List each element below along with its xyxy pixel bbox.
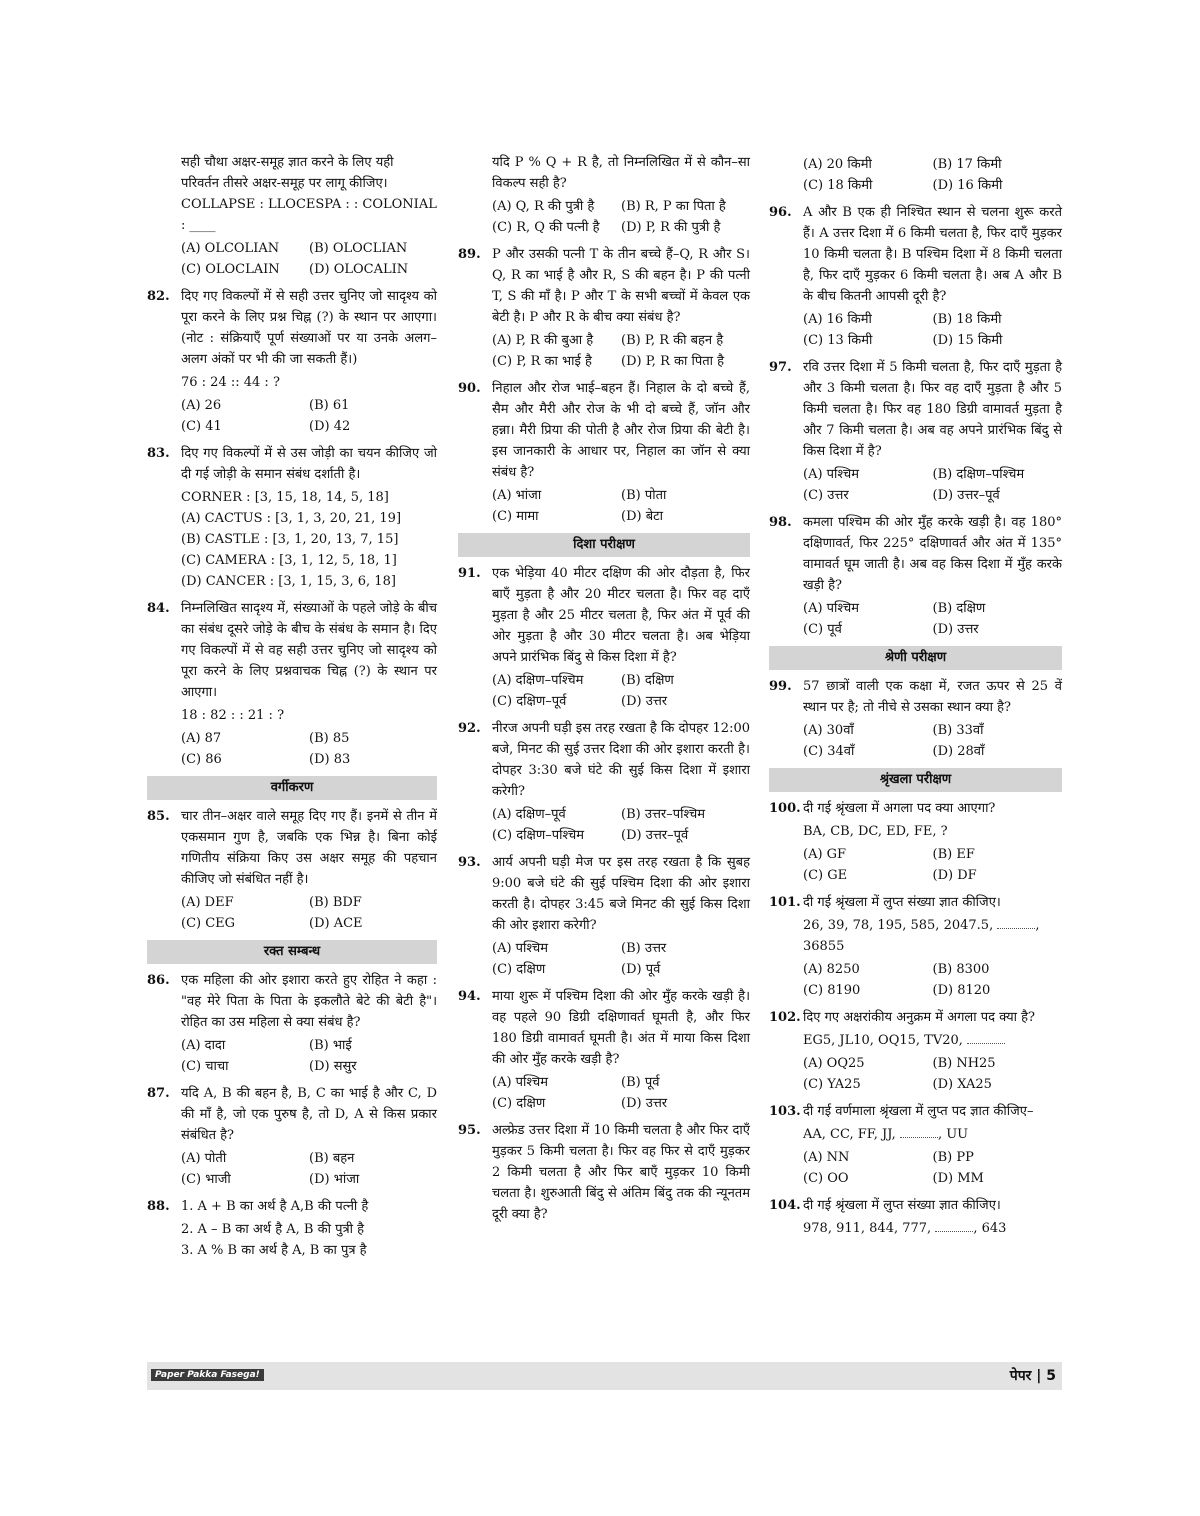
series-text: , UU [937,1127,969,1142]
question-page [147,152,1062,1352]
question-102 [769,1007,1062,1028]
option[interactable]: (B) दक्षिण–पश्चिम [932,467,1025,482]
question-text: नीरज अपनी घड़ी इस तरह रखता है कि दोपहर 12:00 बजे, मिनट की सुई उत्तर दिशा की ओर इशारा करती है। दोपहर 3:30 बजे घंटे की सुई किस दिशा में इशारा करेगी? [492,721,750,799]
option[interactable]: (B) भाई [309,1038,352,1053]
series-text: EG5, JL10, OQ15, TV20, [803,1033,963,1048]
option[interactable]: (D) CANCER : [3, 1, 15, 3, 6, 18] [181,574,396,589]
question-100 [769,798,1062,819]
options [803,309,1062,351]
column-1 [147,152,437,1261]
option[interactable]: (D) उत्तर [932,622,979,637]
option[interactable]: (B) बहन [309,1151,355,1166]
options [803,1053,1062,1095]
question-number: 83. [147,446,170,461]
option[interactable]: (A) DEF [181,895,234,910]
question-86 [147,970,437,1033]
options [492,330,750,372]
intro-text: सही चौथा अक्षर-समूह ज्ञात करने के लिए यही [181,155,394,170]
option[interactable]: (D) ACE [309,916,363,931]
question-text: यदि A, B की बहन है, B, C का भाई है और C, D की माँ है, जो एक पुरुष है, तो D, A से किस प्रकार संबंधित है? [181,1086,437,1143]
question-line: 76 : 24 :: 44 : ? [181,375,280,390]
series-text: 978, 911, 844, 777, [803,1221,932,1236]
question-text: निम्नलिखित सादृश्य में, संख्याओं के पहले जोड़े के बीच का संबंध दूसरे जोड़े के बीच के संबंध के समान है। दिए गए विकल्पों में से वह सही उत्तर चुनिए जो सादृश्य को पूरा करने के लिए प्रश्नवाचक चिह्न (?) के स्थान पर आएगा। [181,601,437,700]
option[interactable]: (B) EF [932,847,975,862]
column-3 [769,152,1062,1239]
option[interactable]: (C) R, Q की पत्नी है [492,220,600,235]
option[interactable]: (B) 61 [309,398,350,413]
question-number: 85. [147,809,170,824]
question-103 [769,1101,1062,1122]
option[interactable]: (C) CEG [181,916,236,931]
question-number: 86. [147,973,170,988]
option[interactable]: (D) बेटा [621,509,664,524]
option[interactable]: (B) BDF [309,895,362,910]
question-line: 3. A % B का अर्थ है A, B का पुत्र है [181,1243,367,1258]
question-number: 91. [458,566,481,581]
options [492,196,750,238]
option[interactable]: (D) उत्तर–पूर्व [932,488,1000,503]
options [803,720,1062,762]
page-footer [147,1362,1062,1390]
intro-text: COLLAPSE : LLOCESPA : : COLONIAL [181,197,437,212]
option[interactable]: (D) पूर्व [621,962,661,977]
option[interactable]: (C) उत्तर [803,488,849,503]
option[interactable]: (A) 8250 [803,962,860,977]
option[interactable]: (C) P, R का भाई है [492,354,592,369]
option[interactable]: (C) दक्षिण–पश्चिम [492,828,585,843]
option[interactable]: (B) 85 [309,731,350,746]
options [803,959,1062,1001]
option[interactable]: (A) भांजा [492,488,542,503]
option[interactable]: (A) पश्चिम [492,941,548,956]
options [492,1072,750,1114]
question-text: दी गई श्रृंखला में लुप्त संख्या ज्ञात कीजिए। [803,1198,1001,1213]
question-88 [147,1196,437,1217]
option[interactable]: (A) CACTUS : [3, 1, 3, 20, 21, 19] [181,511,402,526]
question-number: 99. [769,679,792,694]
option[interactable]: (B) PP [932,1150,974,1165]
question-number: 88. [147,1199,170,1214]
option[interactable]: (A) 30वाँ [803,723,854,738]
question-98 [769,512,1062,596]
question-text: दिए गए अक्षरांकीय अनुक्रम में अगला पद क्या है? [803,1010,1035,1025]
option[interactable]: (A) 20 किमी [803,157,872,172]
brand-logo: Paper Pakka Fasega! [151,1369,264,1381]
option[interactable]: (D) ससुर [309,1059,357,1074]
option[interactable]: (D) 16 किमी [932,178,1003,193]
question-104 [769,1195,1062,1216]
option[interactable]: (D) उत्तर [621,694,668,709]
options [803,598,1062,640]
option[interactable]: (C) दक्षिण [492,1096,546,1111]
option[interactable]: (C) दक्षिण [492,962,546,977]
option[interactable]: (D) 8120 [932,983,991,998]
options [492,485,750,527]
option[interactable]: (B) उत्तर–पश्चिम [621,807,706,822]
option[interactable]: (D) भांजा [309,1172,360,1187]
option[interactable]: (B) OLOCLIAN [309,241,408,256]
question-number: 87. [147,1086,170,1101]
question-87 [147,1083,437,1146]
options [492,938,750,980]
option[interactable]: (B) P, R की बहन है [621,333,724,348]
question-85 [147,806,437,890]
option[interactable]: (B) दक्षिण [621,673,674,688]
question-line [803,1218,1062,1239]
section-heading: रक्त सम्बन्ध [147,940,437,964]
option[interactable]: (D) DF [932,868,977,883]
option[interactable]: (D) XA25 [932,1077,992,1092]
question-number: 97. [769,360,792,375]
option[interactable]: (C) OLOCLAIN [181,262,280,277]
series-text: 26, 39, 78, 195, 585, 2047.5, [803,918,994,933]
blank-field [997,916,1035,929]
question-89 [458,244,750,328]
option[interactable]: (B) NH25 [932,1056,996,1071]
option[interactable]: (A) पश्चिम [492,1075,548,1090]
option[interactable]: (C) चाचा [181,1059,229,1074]
question-text: आर्य अपनी घड़ी मेज पर इस तरह रखता है कि सुबह 9:00 बजे घंटे की सुई पश्चिम दिशा की ओर इशारा करती है। दोपहर 3:45 बजे मिनट की सुई किस दिशा की ओर इशारा करेगी? [492,855,750,933]
question-number: 84. [147,601,170,616]
option[interactable]: (B) 8300 [932,962,990,977]
column-2 [458,152,750,1227]
intro-text: : ____ [181,218,216,233]
option[interactable]: (D) P, R का पिता है [621,354,725,369]
question-text: दिए गए विकल्पों में से सही उत्तर चुनिए जो सादृश्य को पूरा करने के लिए प्रश्न चिह्न (?) के स्थान पर आएगा। (नोट : संक्रियाएँ पूर्ण संख्याओं पर या उनके अलग–अलग अंकों पर भी की जा सकती हैं।) [181,289,437,367]
question-text: 57 छात्रों वाली एक कक्षा में, रजत ऊपर से 25 वें स्थान पर है; तो नीचे से उसका स्थान क्या है? [803,679,1062,715]
option[interactable]: (C) दक्षिण–पूर्व [492,694,567,709]
question-line: 36855 [803,939,845,954]
question-101 [769,892,1062,913]
option[interactable]: (D) 28वाँ [932,744,985,759]
question-number: 95. [458,1123,481,1138]
question-number: 90. [458,381,481,396]
option[interactable]: (D) 83 [309,752,351,767]
intro-text: परिवर्तन तीसरे अक्षर-समूह पर लागू कीजिए। [181,176,388,191]
question-text: दी गई श्रृंखला में लुप्त संख्या ज्ञात कीजिए। [803,895,1001,910]
question-text: माया शुरू में पश्चिम दिशा की ओर मुँह करके खड़ी है। वह पहले 90 डिग्री दक्षिणावर्त घूमती है, और फिर 180 डिग्री वामावर्त घूमती है। अंत में माया किस दिशा की ओर मुँह करके खड़ी है? [492,989,750,1067]
options [803,1147,1062,1189]
question-number: 89. [458,247,481,262]
question-line: 2. A – B का अर्थ है A, B की पुत्री है [181,1222,365,1237]
question-number: 102. [769,1010,801,1025]
option[interactable]: (D) OLOCALIN [309,262,409,277]
option[interactable]: (B) CASTLE : [3, 1, 20, 13, 7, 15] [181,532,399,547]
option[interactable]: (B) 18 किमी [932,312,1002,327]
question-94 [458,986,750,1070]
question-line: CORNER : [3, 15, 18, 14, 5, 18] [181,490,389,505]
question-number: 100. [769,801,801,816]
question-text: कमला पश्चिम की ओर मुँह करके खड़ी है। वह 180° दक्षिणावर्त, फिर 225° दक्षिणावर्त और अंत में 135° वामावर्त घूम जाती है। अब वह किस दिशा में मुँह करके खड़ी है? [803,515,1062,593]
options [803,844,1062,886]
option[interactable]: (A) Q, R की पुत्री है [492,199,595,214]
option[interactable]: (A) OLCOLIAN [181,241,280,256]
question-number: 101. [769,895,801,910]
option[interactable]: (A) दक्षिण–पूर्व [492,807,566,822]
question-line: 18 : 82 : : 21 : ? [181,708,285,723]
option[interactable]: (A) पश्चिम [803,467,859,482]
option[interactable]: (C) 34वाँ [803,744,855,759]
series-text: AA, CC, FF, JJ, [803,1127,896,1142]
question-84 [147,598,437,703]
question-92 [458,718,750,802]
option[interactable]: (C) 86 [181,752,222,767]
option[interactable]: (D) 15 किमी [932,333,1003,348]
blank-field [900,1125,938,1138]
options [803,154,1062,196]
option[interactable]: (D) 42 [309,419,351,434]
option[interactable]: (A) दक्षिण–पश्चिम [492,673,584,688]
option[interactable]: (C) CAMERA : [3, 1, 12, 5, 18, 1] [181,553,397,568]
question-text: A और B एक ही निश्चित स्थान से चलना शुरू करते हैं। A उत्तर दिशा में 6 किमी चलता है, फिर दाएँ मुड़कर 10 किमी चलता है। B पश्चिम दिशा में 8 किमी चलता है, फिर दाएँ मुड़कर 6 किमी चलता है। अब A और B के बीच कितनी आपसी दूरी है? [803,205,1062,304]
question-text: P और उसकी पत्नी T के तीन बच्चे हैं–Q, R और S। Q, R का भाई है और R, S की बहन है। P की पत्नी T, S की माँ है। P और T के सभी बच्चों में केवल एक बेटी है। P और R के बीच क्या संबंध है? [492,247,750,325]
question-number: 94. [458,989,481,1004]
option[interactable]: (C) 18 किमी [803,178,873,193]
question-91 [458,563,750,668]
options [181,1035,437,1077]
option[interactable]: (C) 41 [181,419,222,434]
blank-field [935,1219,973,1232]
question-line [803,915,1062,936]
question-95 [458,1120,750,1225]
question-82 [147,286,437,370]
options [492,670,750,712]
option[interactable]: (A) OQ25 [803,1056,865,1071]
options [181,728,437,770]
options [803,464,1062,506]
question-number: 104. [769,1198,801,1213]
option[interactable]: (A) 16 किमी [803,312,872,327]
option[interactable]: (C) मामा [492,509,539,524]
question-text: एक भेड़िया 40 मीटर दक्षिण की ओर दौड़ता है, फिर बाएँ मुड़ता है और 20 मीटर चलता है। फिर वह दाएँ मुड़ता है और 25 मीटर चलता है, फिर अंत में पूर्व की ओर मुड़ता है और 30 मीटर चलता है। अब भेड़िया अपने प्रारंभिक बिंदु से किस दिशा में है? [492,566,750,665]
option[interactable]: (C) YA25 [803,1077,861,1092]
question-number: 82. [147,289,170,304]
question-text: निहाल और रोज भाई–बहन हैं। निहाल के दो बच्चे हैं, सैम और मैरी और रोज के भी दो बच्चे हैं, जॉन और हन्ना। मैरी प्रिया की पोती है और रोज प्रिया की बेटी है। इस जानकारी के आधार पर, निहाल का जॉन से क्या संबंध है? [492,381,750,480]
question-text: रवि उत्तर दिशा में 5 किमी चलता है, फिर दाएँ मुड़ता है और 3 किमी चलता है। फिर वह दाएँ मुड़ता है और 5 किमी चलता है। फिर वह 180 डिग्री वामावर्त मुड़ता है और 7 किमी चलता है। अब वह अपने प्रारंभिक बिंदु से किस दिशा में है? [803,360,1062,459]
question-number: 93. [458,855,481,870]
option[interactable]: (D) उत्तर [621,1096,668,1111]
question-number: 103. [769,1104,801,1119]
series-text: , [1035,918,1040,933]
option[interactable]: (D) उत्तर–पूर्व [621,828,689,843]
question-number: 96. [769,205,792,220]
section-heading: वर्गीकरण [147,776,437,800]
blank-field [967,1031,1005,1044]
option[interactable]: (C) GE [803,868,848,883]
question-text: यदि P % Q + R है, तो निम्नलिखित में से कौन–सा विकल्प सही है? [492,155,750,191]
question-text: अल्फ्रेड उत्तर दिशा में 10 किमी चलता है और फिर दाएँ मुड़कर 5 किमी चलता है। फिर वह फिर से दाएँ मुड़कर 2 किमी चलता है और फिर बाएँ मुड़कर 10 किमी चलता है। शुरुआती बिंदु से अंतिम बिंदु तक की न्यूनतम दूरी क्या है? [492,1123,750,1222]
option[interactable]: (B) दक्षिण [932,601,986,616]
question-line: BA, CB, DC, ED, FE, ? [803,824,948,839]
question-text: दी गई वर्णमाला श्रृंखला में लुप्त पद ज्ञात कीजिए– [803,1104,1034,1119]
option[interactable]: (C) 8190 [803,983,861,998]
option[interactable]: (A) पोती [181,1151,227,1166]
question-line [803,1030,1062,1051]
page-number: पेपर | 5 [1009,1368,1056,1384]
option[interactable]: (C) पूर्व [803,622,842,637]
options [181,395,437,437]
option[interactable]: (B) पूर्व [621,1075,660,1090]
options [492,804,750,846]
section-heading: दिशा परीक्षण [458,533,750,557]
option[interactable]: (A) GF [803,847,847,862]
question-96 [769,202,1062,307]
question-text: दी गई श्रृंखला में अगला पद क्या आएगा? [803,801,996,816]
series-text: , 643 [973,1221,1007,1236]
question-text: 1. A + B का अर्थ है A,B की पत्नी है [181,1199,369,1214]
option[interactable]: (B) पोता [621,488,667,503]
options [181,238,437,280]
question-line [803,1124,1062,1145]
question-90 [458,378,750,483]
question-83 [147,443,437,485]
question-number: 98. [769,515,792,530]
question-text: चार तीन–अक्षर वाले समूह दिए गए हैं। इनमें से तीन में एकसमान गुण है, जबकि एक भिन्न है। बिना कोई गणितीय संक्रिया किए उस अक्षर समूह की पहचान कीजिए जो संबंधित नहीं है। [181,809,437,887]
option[interactable]: (B) उत्तर [621,941,667,956]
question-text: एक महिला की ओर इशारा करते हुए रोहित ने कहा : "वह मेरे पिता के पिता के इकलौते बेटे की बेटी है"। रोहित का उस महिला से क्या संबंध है? [181,973,437,1030]
options [181,1148,437,1190]
option[interactable]: (C) 13 किमी [803,333,873,348]
question-number: 92. [458,721,481,736]
question-97 [769,357,1062,462]
section-heading: श्रेणी परीक्षण [769,646,1062,670]
option[interactable]: (D) MM [932,1171,984,1186]
option[interactable]: (C) भाजी [181,1172,231,1187]
question-text: दिए गए विकल्पों में से उस जोड़ी का चयन कीजिए जो दी गई जोड़ी के समान संबंध दर्शाती है। [181,446,437,482]
section-heading: श्रृंखला परीक्षण [769,768,1062,792]
option[interactable]: (A) P, R की बुआ है [492,333,594,348]
option[interactable]: (A) 87 [181,731,222,746]
option[interactable]: (A) पश्चिम [803,601,859,616]
options [181,892,437,934]
option[interactable]: (C) OO [803,1171,849,1186]
question-93 [458,852,750,936]
question-99 [769,676,1062,718]
option[interactable]: (A) NN [803,1150,850,1165]
option[interactable]: (D) P, R की पुत्री है [621,220,721,235]
option[interactable]: (B) 33वाँ [932,723,984,738]
option[interactable]: (A) 26 [181,398,222,413]
option[interactable]: (B) R, P का पिता है [621,199,726,214]
option[interactable]: (A) दादा [181,1038,226,1053]
option[interactable]: (B) 17 किमी [932,157,1002,172]
